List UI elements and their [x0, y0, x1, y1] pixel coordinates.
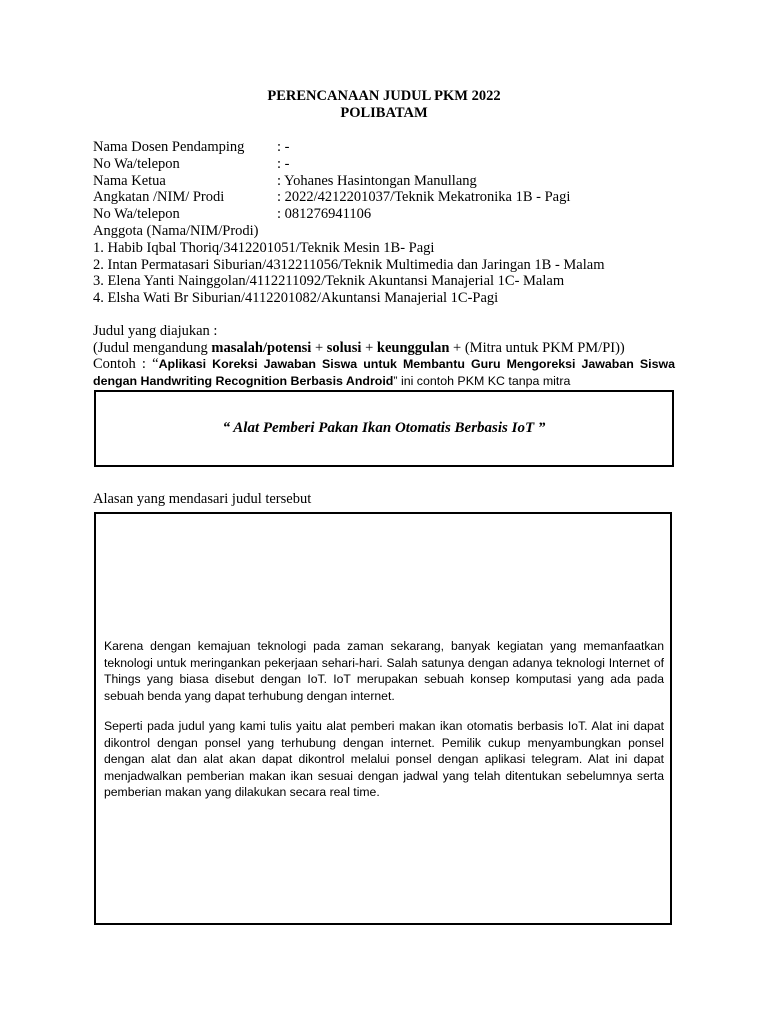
proposed-title-box — [94, 390, 674, 467]
document-title: PERENCANAAN JUDUL PKM 2022 — [267, 88, 501, 104]
info-row-ketua — [93, 173, 605, 190]
team-info-section — [93, 139, 605, 307]
info-value: : 081276941106 — [277, 206, 372, 223]
alasan-paragraph-1: Karena dengan kemajuan teknologi pada zaman sekarang, banyak kegiatan yang memanfaatkan teknologi untuk meringankan pekerjaan sehari-hari. Salah satunya dengan adanya teknologi Internet of Things yang biasa disebut dengan IoT. IoT merupakan sebuah konsep komputasi yang ada pada sebuah benda yang dapat terhubung dengan internet. — [104, 639, 664, 703]
member-item: 2. Intan Permatasari Siburian/4312211056/Teknik Multimedia dan Jaringan 1B - Malam — [93, 256, 605, 273]
info-value: : - — [277, 139, 290, 155]
contoh-label: Contoh : “ — [93, 356, 159, 372]
member-item: 4. Elsha Wati Br Siburian/4112201082/Akuntansi Manajerial 1C-Pagi — [93, 290, 499, 307]
alasan-paragraph-2: Seperti pada judul yang kami tulis yaitu alat pemberi makan ikan otomatis berbasis IoT. Alat ini dapat dikontrol dengan ponsel yang terhubung dengan internet. Pemilik cukup menyambungkan ponsel dengan alat dan alat akan dapat dikontrol melalui ponsel dengan aplikasi telegram. Alat ini dapat menjadwalkan pemberian makan ikan sesuai dengan jadwal yang telah ditentukan sebelumnya serta pemberian makan yang dilakukan secara real time. — [104, 719, 664, 799]
info-row-dosen-pendamping — [93, 139, 605, 156]
judul-desc-plus: + — [361, 339, 377, 356]
info-row-ketua-phone — [93, 206, 605, 223]
judul-section — [93, 323, 675, 389]
proposed-title: “ Alat Pemberi Pakan Ikan Otomatis Berbasis IoT ” — [222, 420, 546, 436]
info-label: No Wa/telepon — [93, 206, 180, 223]
contoh-line-1 — [93, 356, 675, 373]
contoh-suffix: ” ini contoh PKM KC tanpa mitra — [393, 373, 571, 388]
alasan-box — [94, 512, 672, 925]
judul-desc-solusi: solusi — [326, 339, 362, 356]
info-label: Nama Dosen Pendamping — [93, 139, 245, 155]
document-subtitle: POLIBATAM — [340, 105, 428, 121]
judul-desc-prefix: (Judul mengandung — [93, 339, 212, 356]
info-value: : 2022/4212201037/Teknik Mekatronika 1B - Pagi — [277, 189, 571, 206]
members-heading: Anggota (Nama/NIM/Prodi) — [93, 222, 259, 239]
info-row-dosen-phone — [93, 156, 605, 173]
info-label: Angkatan /NIM/ Prodi — [93, 189, 225, 206]
info-label: Nama Ketua — [93, 172, 166, 189]
judul-desc-keunggulan: keunggulan — [376, 339, 450, 356]
contoh-line-2 — [93, 373, 675, 390]
info-value: : Yohanes Hasintongan Manullang — [277, 172, 477, 189]
judul-description — [93, 340, 675, 357]
alasan-label: Alasan yang mendasari judul tersebut — [93, 491, 312, 507]
judul-desc-suffix: + (Mitra untuk PKM PM/PI)) — [449, 339, 625, 356]
judul-desc-plus: + — [311, 339, 327, 356]
contoh-title-part-1: Aplikasi Koreksi Jawaban Siswa untuk Membantu Guru Mengoreksi Jawaban Siswa — [158, 357, 675, 371]
member-item: 1. Habib Iqbal Thoriq/3412201051/Teknik Mesin 1B- Pagi — [93, 239, 435, 256]
contoh-title-part-2: dengan Handwriting Recognition Berbasis Android — [93, 373, 394, 388]
judul-desc-masalah: masalah/potensi — [211, 339, 312, 356]
member-item: 3. Elena Yanti Nainggolan/4112211092/Teknik Akuntansi Manajerial 1C- Malam — [93, 273, 565, 290]
info-row-angkatan — [93, 189, 605, 206]
judul-label: Judul yang diajukan : — [93, 323, 218, 339]
info-label: No Wa/telepon — [93, 155, 180, 172]
info-value: : - — [277, 155, 290, 172]
